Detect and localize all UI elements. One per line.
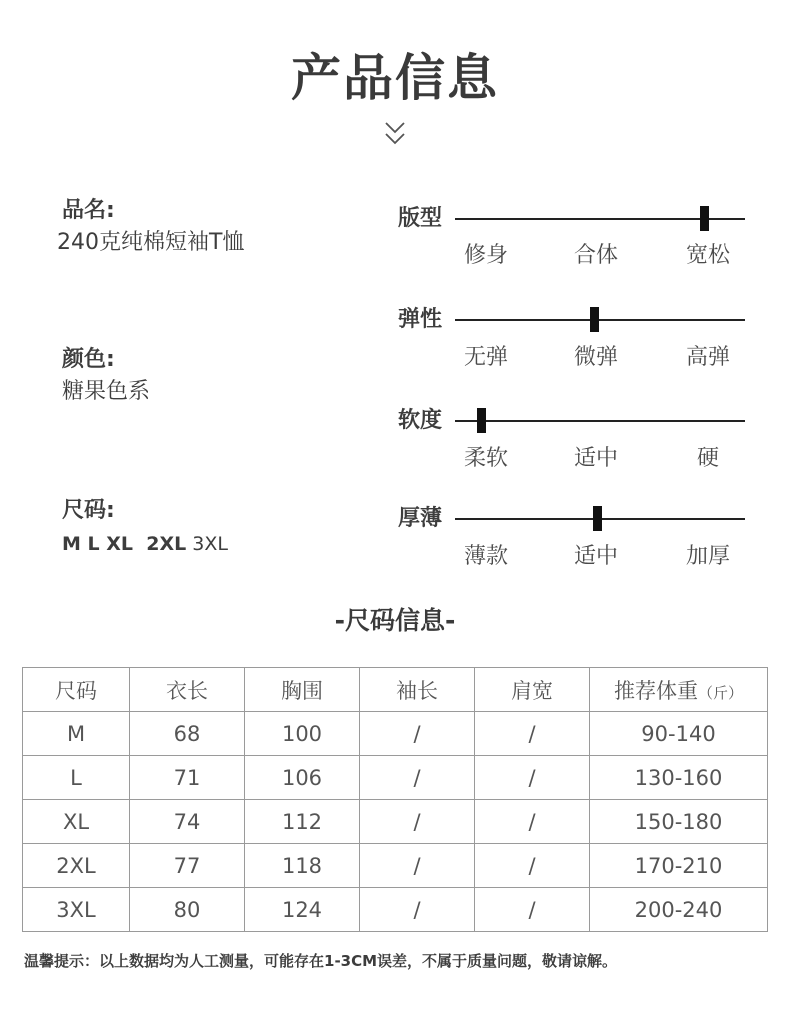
page-title: 产品信息 bbox=[291, 49, 499, 107]
table-cell: 170-210 bbox=[590, 844, 768, 888]
table-cell: 130-160 bbox=[590, 756, 768, 800]
scale-marker bbox=[593, 506, 602, 531]
table-header-weight bbox=[590, 668, 768, 712]
table-row bbox=[23, 756, 768, 800]
table-header: 胸围 bbox=[245, 668, 360, 712]
scale-tick: 高弹 bbox=[685, 345, 730, 370]
scale-tick: 加厚 bbox=[685, 544, 730, 569]
table-cell: 150-180 bbox=[590, 800, 768, 844]
table-cell: 100 bbox=[245, 712, 360, 756]
size-list bbox=[62, 533, 228, 555]
table-row bbox=[23, 712, 768, 756]
table-cell: / bbox=[475, 888, 590, 932]
table-cell: / bbox=[475, 756, 590, 800]
scale-tick: 微弹 bbox=[573, 345, 618, 370]
table-header: 尺码 bbox=[23, 668, 130, 712]
color-label: 颜色: bbox=[62, 347, 115, 372]
color-value: 糖果色系 bbox=[62, 379, 151, 404]
scale-tick: 薄款 bbox=[463, 544, 508, 569]
scale-tick: 硬 bbox=[696, 446, 719, 471]
size-table bbox=[22, 667, 768, 932]
scale-marker bbox=[700, 206, 709, 231]
attribute-name: 弹性 bbox=[398, 307, 443, 332]
scale-tick: 适中 bbox=[573, 446, 618, 471]
table-cell: 74 bbox=[130, 800, 245, 844]
double-chevron-down-icon bbox=[383, 120, 407, 150]
table-header: 袖长 bbox=[360, 668, 475, 712]
table-cell: / bbox=[475, 712, 590, 756]
table-cell: 124 bbox=[245, 888, 360, 932]
table-cell: / bbox=[360, 800, 475, 844]
table-cell: L bbox=[23, 756, 130, 800]
table-header: 肩宽 bbox=[475, 668, 590, 712]
table-header-weight-label: 推荐体重 bbox=[613, 678, 698, 703]
size-list-bold: M L XL 2XL bbox=[62, 533, 187, 555]
table-row bbox=[23, 844, 768, 888]
table-cell: 2XL bbox=[23, 844, 130, 888]
table-header-weight-unit: （斤） bbox=[697, 683, 743, 702]
attribute-name: 版型 bbox=[398, 206, 443, 231]
scale-tick: 柔软 bbox=[463, 446, 508, 471]
scale-tick: 合体 bbox=[573, 243, 618, 268]
table-cell: / bbox=[360, 712, 475, 756]
name-value: 240克纯棉短袖T恤 bbox=[57, 230, 245, 255]
scale-tick: 适中 bbox=[573, 544, 618, 569]
table-cell: 112 bbox=[245, 800, 360, 844]
table-cell: 71 bbox=[130, 756, 245, 800]
scale-tick: 宽松 bbox=[685, 243, 730, 268]
table-cell: 80 bbox=[130, 888, 245, 932]
table-cell: / bbox=[360, 844, 475, 888]
table-cell: / bbox=[360, 756, 475, 800]
scale-tick: 无弹 bbox=[463, 345, 508, 370]
scale-track bbox=[455, 319, 745, 321]
table-cell: M bbox=[23, 712, 130, 756]
footnote: 温馨提示：以上数据均为人工测量，可能存在1-3CM误差，不属于质量问题，敬请谅解。 bbox=[24, 952, 618, 970]
table-cell: / bbox=[360, 888, 475, 932]
table-cell: 77 bbox=[130, 844, 245, 888]
scale-track bbox=[455, 420, 745, 422]
size-section-title: -尺码信息- bbox=[334, 606, 456, 635]
size-list-plain: 3XL bbox=[192, 533, 228, 555]
attribute-name: 厚薄 bbox=[398, 506, 443, 531]
name-label: 品名: bbox=[62, 198, 115, 223]
table-cell: 106 bbox=[245, 756, 360, 800]
table-header-row bbox=[23, 668, 768, 712]
table-cell: 3XL bbox=[23, 888, 130, 932]
scale-marker bbox=[477, 408, 486, 433]
table-cell: XL bbox=[23, 800, 130, 844]
attribute-name: 软度 bbox=[398, 408, 443, 433]
size-label: 尺码: bbox=[62, 498, 115, 523]
table-cell: 118 bbox=[245, 844, 360, 888]
table-row bbox=[23, 888, 768, 932]
table-row bbox=[23, 800, 768, 844]
table-cell: 200-240 bbox=[590, 888, 768, 932]
table-cell: 90-140 bbox=[590, 712, 768, 756]
table-cell: / bbox=[475, 844, 590, 888]
scale-marker bbox=[590, 307, 599, 332]
table-cell: 68 bbox=[130, 712, 245, 756]
table-cell: / bbox=[475, 800, 590, 844]
table-header: 衣长 bbox=[130, 668, 245, 712]
scale-tick: 修身 bbox=[463, 243, 508, 268]
